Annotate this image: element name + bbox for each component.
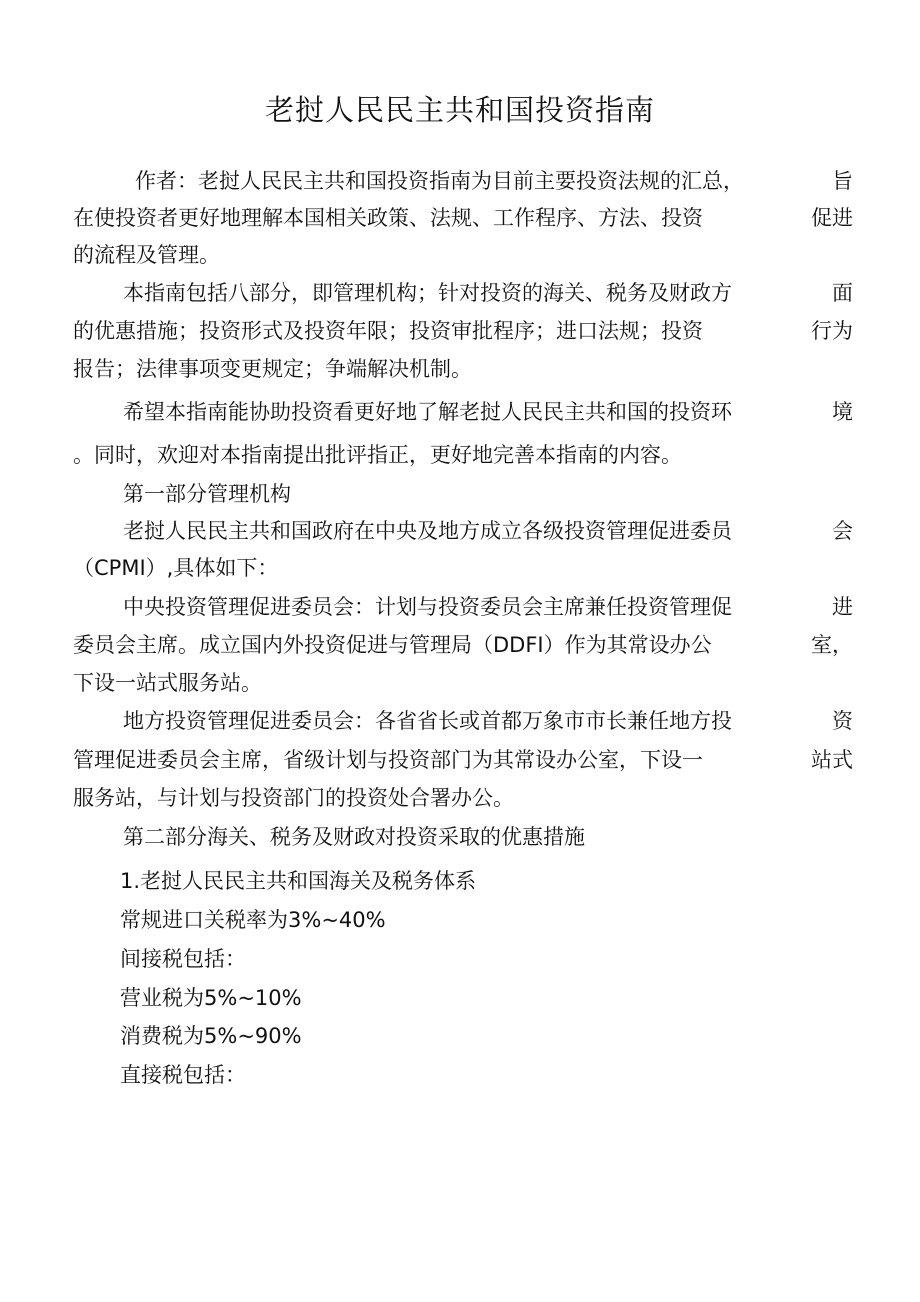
paragraph-line <box>73 745 853 775</box>
list-item-text: 营业税为5%~10% <box>120 986 302 1010</box>
paragraph-line <box>73 630 853 660</box>
paragraph-text-tail: 会 <box>832 519 853 543</box>
paragraph-text-tail: 境 <box>832 400 853 424</box>
paragraph-line <box>73 203 853 233</box>
paragraph-text: 老挝人民民主共和国政府在中央及地方成立各级投资管理促进委员 <box>123 519 732 543</box>
section-heading-text: 第二部分海关、税务及财政对投资采取的优惠措施 <box>123 825 585 849</box>
paragraph-text-tail: 行为 <box>811 319 853 343</box>
paragraph-line <box>73 354 853 384</box>
paragraph-text: （CPMI）,具体如下： <box>73 556 279 580</box>
paragraph-line <box>73 316 853 346</box>
section-heading <box>123 822 853 852</box>
paragraph-line <box>73 553 853 583</box>
paragraph-text: 。同时，欢迎对本指南提出批评指正，更好地完善本指南的内容。 <box>73 443 682 467</box>
paragraph-text-tail: 旨 <box>832 169 853 193</box>
paragraph-line <box>123 397 853 427</box>
paragraph-text: 希望本指南能协助投资看更好地了解老挝人民民主共和国的投资环 <box>123 400 732 424</box>
list-item <box>120 1060 853 1090</box>
paragraph-text: 作者：老挝人民民主共和国投资指南为目前主要投资法规的汇总， <box>135 169 744 193</box>
paragraph-text-tail: 进 <box>832 595 853 619</box>
paragraph-text-tail: 室， <box>811 633 853 657</box>
paragraph-text: 地方投资管理促进委员会：各省省长或首都万象市市长兼任地方投 <box>123 709 732 733</box>
section-heading <box>123 479 853 509</box>
paragraph-line <box>73 783 853 813</box>
paragraph-line <box>73 440 853 470</box>
paragraph-line <box>123 278 853 308</box>
list-item-text: 消费税为5%~90% <box>120 1024 302 1048</box>
paragraph-line <box>73 668 853 698</box>
paragraph-text: 委员会主席。成立国内外投资促进与管理局（DDFI）作为其常设办公 <box>73 633 712 657</box>
section-heading-text: 第一部分管理机构 <box>123 482 291 506</box>
paragraph-text: 在使投资者更好地理解本国相关政策、法规、工作程序、方法、投资 <box>73 206 703 230</box>
page-title: 老挝人民民主共和国投资指南 <box>264 93 655 127</box>
list-item-text: 直接税包括： <box>120 1063 246 1087</box>
paragraph-text: 管理促进委员会主席，省级计划与投资部门为其常设办公室，下设一 <box>73 748 703 772</box>
paragraph-text-tail: 面 <box>832 281 853 305</box>
list-item <box>120 944 853 974</box>
paragraph-text: 本指南包括八部分，即管理机构；针对投资的海关、税务及财政方 <box>123 281 732 305</box>
paragraph-line <box>135 166 853 196</box>
paragraph-line <box>123 706 853 736</box>
list-item <box>120 1021 853 1051</box>
paragraph-text: 的流程及管理。 <box>73 243 220 267</box>
paragraph-text: 下设一站式服务站。 <box>73 671 262 695</box>
paragraph-text: 服务站，与计划与投资部门的投资处合署办公。 <box>73 786 514 810</box>
paragraph-text: 报告；法律事项变更规定；争端解决机制。 <box>73 357 472 381</box>
paragraph-text-tail: 促进 <box>811 206 853 230</box>
list-item <box>120 983 853 1013</box>
list-item-text: 常规进口关税率为3%~40% <box>120 908 386 932</box>
paragraph-text-tail: 站式 <box>811 748 853 772</box>
paragraph-text-tail: 资 <box>832 709 853 733</box>
paragraph-line <box>73 240 853 270</box>
list-item-text: 间接税包括： <box>120 947 246 971</box>
paragraph-line <box>123 516 853 546</box>
list-item-text: 1.老挝人民民主共和国海关及税务体系 <box>120 869 477 893</box>
paragraph-text: 的优惠措施；投资形式及投资年限；投资审批程序；进口法规；投资 <box>73 319 703 343</box>
paragraph-text: 中央投资管理促进委员会：计划与投资委员会主席兼任投资管理促 <box>123 595 732 619</box>
paragraph-line <box>123 592 853 622</box>
list-item <box>120 905 853 935</box>
list-item <box>120 866 853 896</box>
